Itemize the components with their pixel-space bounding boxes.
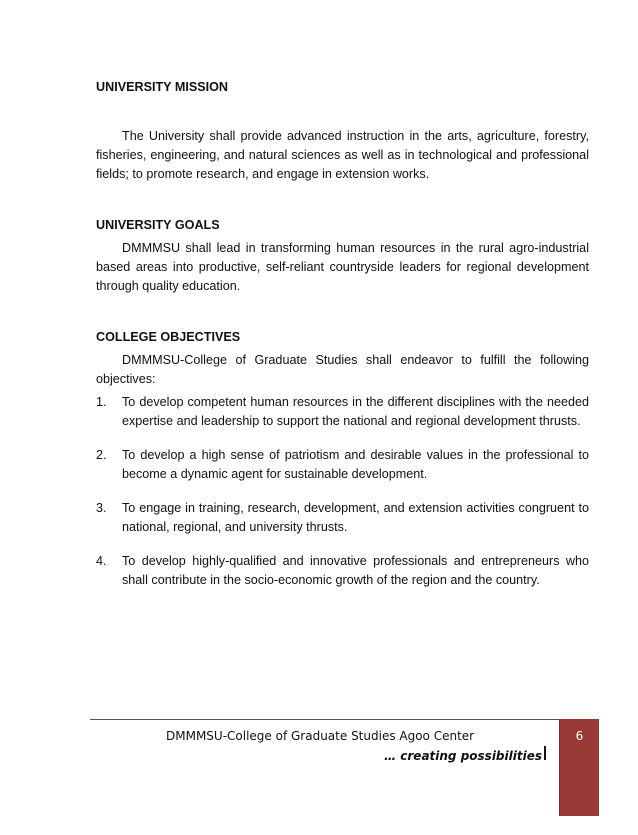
list-item	[96, 446, 589, 484]
list-item-text: To engage in training, research, development, and extension activities congruent to national, regional, and university thrusts.	[122, 501, 589, 534]
objectives-list	[96, 393, 589, 590]
footer-separator	[544, 746, 546, 760]
list-item	[96, 499, 589, 537]
list-item-number: 2.	[96, 448, 107, 462]
list-item-number: 3.	[96, 501, 107, 515]
page-number-box	[559, 719, 599, 816]
page-number: 6	[575, 729, 584, 743]
objectives-heading: COLLEGE OBJECTIVES	[96, 330, 241, 344]
mission-paragraph: The University shall provide advanced instruction in the arts, agriculture, forestry, fisheries, engineering, and natural sciences as well as in technological and professional fields; to promote research, and engage in extension works.	[96, 129, 589, 181]
footer-title: DMMMSU-College of Graduate Studies Agoo Center	[166, 729, 475, 743]
list-item	[96, 393, 589, 431]
list-item	[96, 552, 589, 590]
list-item-number: 1.	[96, 395, 107, 409]
goals-heading: UNIVERSITY GOALS	[96, 218, 220, 232]
goals-paragraph: DMMMSU shall lead in transforming human resources in the rural agro-industrial based areas into productive, self-reliant countryside leaders for regional development through quality education.	[96, 241, 589, 293]
mission-heading: UNIVERSITY MISSION	[96, 80, 229, 94]
footer-divider	[90, 719, 560, 720]
list-item-text: To develop competent human resources in the different disciplines with the needed expertise and leadership to support the national and regional development thrusts.	[122, 395, 589, 428]
objectives-intro: DMMMSU-College of Graduate Studies shall endeavor to fulfill the following objectives:	[96, 353, 589, 386]
footer-tagline: … creating possibilities	[384, 749, 542, 763]
list-item-text: To develop highly-qualified and innovative professionals and entrepreneurs who shall contribute in the socio-economic growth of the region and the country.	[122, 554, 589, 587]
list-item-text: To develop a high sense of patriotism and desirable values in the professional to become a dynamic agent for sustainable development.	[122, 448, 589, 481]
list-item-number: 4.	[96, 554, 107, 568]
page-content	[96, 78, 589, 605]
